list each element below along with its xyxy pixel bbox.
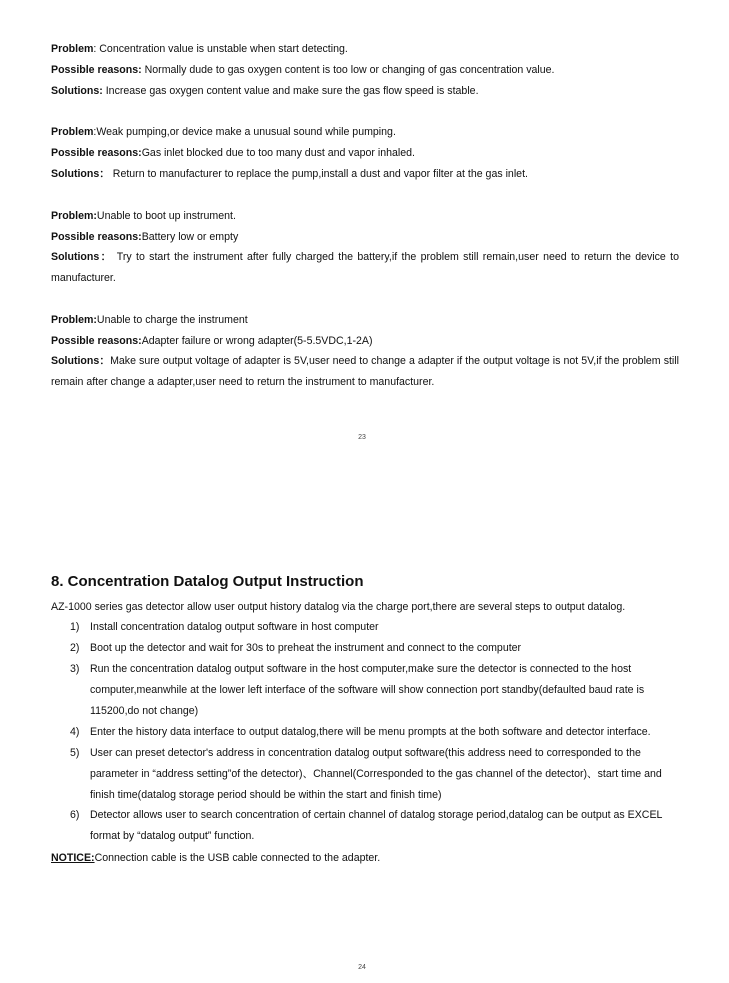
separator: :	[93, 43, 100, 55]
reasons-line	[51, 63, 555, 77]
step-number: 6)	[70, 809, 80, 821]
solutions-label: Solutions：	[51, 251, 113, 263]
problem-text: Weak pumping,or device make a unusual sound while pumping.	[96, 126, 396, 138]
step-item	[70, 722, 680, 743]
problem-line	[51, 209, 236, 223]
solutions-line	[51, 167, 528, 181]
solutions-label: Solutions：	[51, 168, 110, 180]
reasons-text: Battery low or empty	[141, 231, 239, 243]
step-text: User can preset detector's address in concentration datalog output software(this address need to corresponded to the parameter in “address setting”of the detector)、Channel(Corresponded to the gas channel of the detector)、start time and finish time(datalog storage period should be within the start and finish time)	[90, 747, 662, 801]
reasons-label: Possible reasons:	[51, 231, 142, 243]
step-number: 2)	[70, 642, 80, 654]
problem-line	[51, 313, 248, 327]
solutions-line	[51, 351, 679, 393]
problem-line	[51, 42, 348, 56]
step-number: 5)	[70, 747, 80, 759]
reasons-line	[51, 230, 238, 244]
step-number: 1)	[70, 621, 80, 633]
notice-line	[51, 851, 380, 865]
solutions-text: Return to manufacturer to replace the pump,install a dust and vapor filter at the gas inlet.	[109, 168, 528, 180]
reasons-line	[51, 146, 415, 160]
step-text: Run the concentration datalog output software in the host computer,make sure the detector is connected to the host computer,meanwhile at the lower left interface of the software will show connection port standby(defaulted baud rate is 115200,do not change)	[90, 663, 645, 717]
step-item	[70, 617, 680, 638]
step-text: Detector allows user to search concentration of certain channel of datalog storage period,datalog can be output as EXCEL format by “datalog output” function.	[90, 809, 663, 842]
separator: :	[93, 126, 97, 138]
notice-text: Connection cable is the USB cable connected to the adapter.	[94, 852, 381, 864]
step-item	[70, 743, 680, 806]
problem-label: Problem	[51, 43, 94, 55]
solutions-line	[51, 247, 679, 289]
problem-text: Unable to charge the instrument	[96, 314, 248, 326]
problem-line	[51, 125, 396, 139]
step-text: Enter the history data interface to output datalog,there will be menu prompts at the both software and detector interface.	[90, 726, 651, 738]
problem-label: Problem:	[51, 314, 97, 326]
reasons-label: Possible reasons:	[51, 147, 142, 159]
reasons-label: Possible reasons:	[51, 335, 142, 347]
solutions-label: Solutions:	[51, 85, 103, 97]
step-text: Install concentration datalog output software in host computer	[90, 621, 379, 633]
intro-paragraph: AZ-1000 series gas detector allow user output history datalog via the charge port,there are several steps to output datalog.	[51, 601, 626, 613]
problem-label: Problem:	[51, 210, 97, 222]
section-heading: 8. Concentration Datalog Output Instruction	[51, 573, 364, 590]
step-item	[70, 659, 680, 722]
problem-text: Concentration value is unstable when start detecting.	[99, 43, 348, 55]
page-number: 24	[358, 964, 366, 971]
reasons-label: Possible reasons:	[51, 64, 142, 76]
page-number: 23	[358, 434, 366, 441]
step-text: Boot up the detector and wait for 30s to preheat the instrument and connect to the computer	[90, 642, 522, 654]
solutions-text: Make sure output voltage of adapter is 5V,user need to change a adapter if the output voltage is not 5V,if the problem still remain after change a adapter,user need to return the instrument to manufacturer.	[51, 355, 679, 388]
problem-label: Problem	[51, 126, 94, 138]
reasons-text: Adapter failure or wrong adapter(5-5.5VDC,1-2A)	[141, 335, 373, 347]
notice-label: NOTICE:	[51, 852, 95, 864]
solutions-text: Increase gas oxygen content value and make sure the gas flow speed is stable.	[102, 85, 479, 97]
reasons-line	[51, 334, 373, 348]
solutions-line	[51, 84, 479, 98]
step-item	[70, 805, 680, 847]
problem-text: Unable to boot up instrument.	[96, 210, 236, 222]
step-item	[70, 638, 680, 659]
step-number: 3)	[70, 663, 80, 675]
step-number: 4)	[70, 726, 80, 738]
solutions-label: Solutions：	[51, 355, 111, 367]
reasons-text: Gas inlet blocked due to too many dust and vapor inhaled.	[141, 147, 415, 159]
solutions-text: Try to start the instrument after fully charged the battery,if the problem still remain,user need to return the device to manufacturer.	[51, 251, 679, 284]
reasons-text: Normally dude to gas oxygen content is too low or changing of gas concentration value.	[141, 64, 555, 76]
